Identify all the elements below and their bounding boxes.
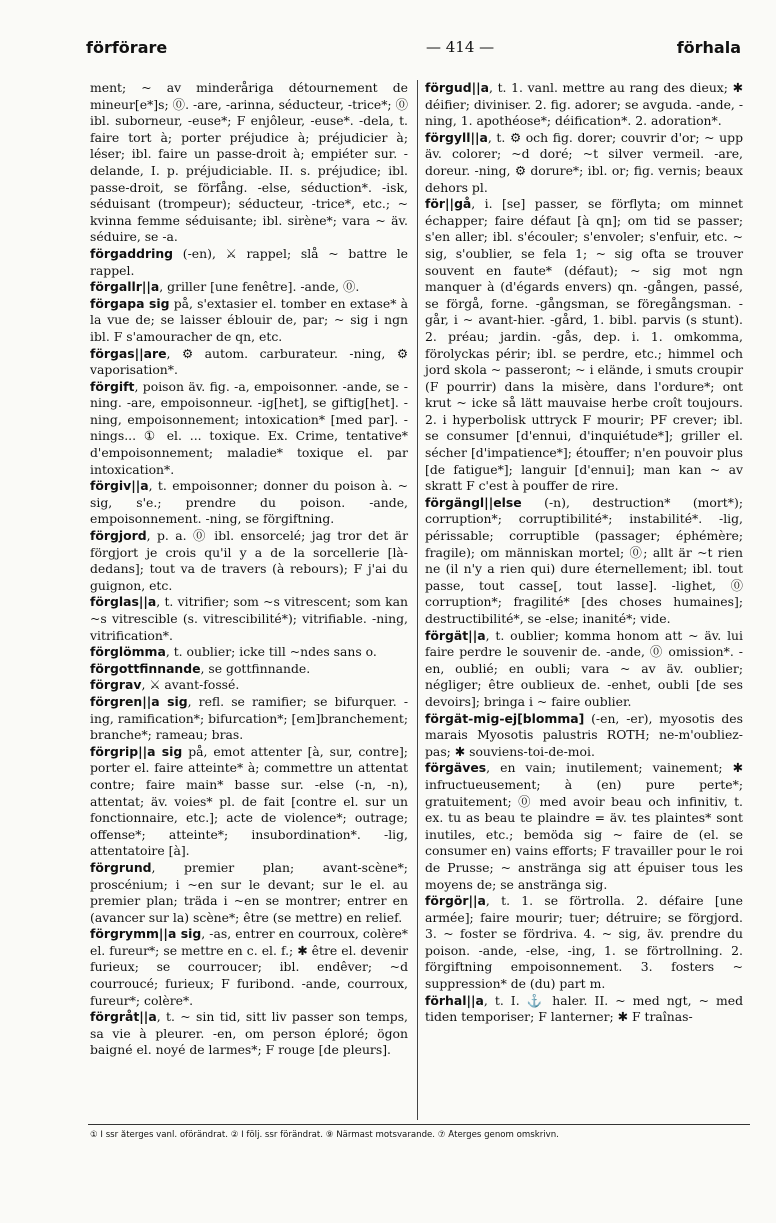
dictionary-entry: förgallr||a, griller [une fenêtre]. -ande, ⓪. — [90, 279, 360, 295]
headword: förgaddring — [90, 245, 174, 261]
footnote-legend: ① I ssr återges vanl. oförändrat. ② I följ. ssr förändrat. ⑨ Närmast motsvarande. ⑦ Återges genom omskrivn. — [90, 1130, 559, 1140]
dictionary-entry: förgas||are, ⚙ autom. carburateur. -ning, ⚙ vaporisation*. — [90, 345, 408, 378]
dictionary-entry: förgjord, p. a. ⓪ ibl. ensorcelé; jag tror det är förgjort je crois qu'il y a de la sorcellerie [là-dedans]; tout va de travers (à rebours); F j'ai du guignon, etc. — [90, 528, 408, 593]
headword: förgrip||a sig — [90, 743, 183, 759]
header-last-word: förhala — [676, 38, 741, 57]
column-divider — [417, 80, 418, 1120]
left-column — [90, 80, 408, 1059]
dictionary-entry: förgyll||a, t. ⚙ och fig. dorer; couvrir d'or; ~ upp äv. colorer; ~d doré; ~t silver vermeil. -are, doreur. -ning, ⚙ dorure*; ibl. or; fig. vernis; beaux dehors pl. — [425, 129, 743, 195]
headword: förglömma — [90, 644, 166, 660]
headword: förgift — [90, 378, 135, 394]
dictionary-entry: förgaddring (-en), ⚔ rappel; slå ~ battre le rappel. — [90, 245, 408, 278]
dictionary-entry: förgrymm||a sig, -as, entrer en courroux, colère* el. fureur*; se mettre en c. el. f.; ✱ être el. devenir furieux; se courroucer; ibl. endêver; ~d courroucé; furieux; F furibond. -ande, courroux, fureur*; colère*. — [90, 926, 408, 1008]
headword: förhal||a — [425, 992, 484, 1008]
dictionary-entry: förgrav, ⚔ avant-fossé. — [90, 677, 240, 693]
dictionary-entry: förgrund, premier plan; avant-scène*; proscénium; i ~en sur le devant; sur le el. au premier plan; träda i ~en se montrer; entrer en (avancer sur la) scène*; être (se mettre) en relief. — [90, 859, 408, 925]
dictionary-entry: förgrip||a sig på, emot attenter [à, sur, contre]; porter el. faire atteinte* à; commettre un attentat contre; faire main* basse sur. -else (-n, -n), attentat; äv. voies* pl. de fait [contre el. sur un fonctionnaire, etc.]; acte de violence*; outrage; offense*; atteinte*; insubordination*. -lig, attentatoire [à]. — [90, 743, 408, 859]
headword: förgrund — [90, 859, 152, 875]
headword: förgottfinnande — [90, 660, 201, 676]
headword: förgud||a — [425, 80, 489, 95]
headword: förgrav — [90, 677, 142, 693]
dictionary-entry: förgör||a, t. 1. se förtrolla. 2. défaire [une armée]; faire mourir; tuer; détruire; se förgjord. 3. ~ foster se fördriva. 4. ~ sig, äv. prendre du poison. -ande, -else, -ing, 1. se förtrollning. 2. förgiftning empoisonnement. 3. fosters ~ suppression* de (du) part m. — [425, 893, 743, 992]
headword: förgiv||a — [90, 478, 149, 494]
page-number: — 414 — — [426, 38, 495, 56]
dictionary-entry: förhal||a, t. I. ⚓ haler. II. ~ med ngt, ~ med tiden temporiser; F lanterner; ✱ F traînas- — [425, 992, 743, 1025]
headword: förgät-mig-ej[blomma] — [425, 710, 585, 726]
headword: förgren||a sig — [90, 693, 188, 709]
dictionary-entry: förgottfinnande, se gottfinnande. — [90, 660, 311, 676]
dictionary-entry: förgät-mig-ej[blomma] (-en, -er), myosotis des marais Myosotis palustris ROTH; ne-m'oubliez-pas; ✱ souviens-toi-de-moi. — [425, 710, 743, 759]
headword: förgråt||a — [90, 1009, 157, 1025]
dictionary-entry: ment; ~ av minderåriga détournement de mineur[e*]s; ⓪. -are, -arinna, séducteur, -trice*; ⓪ ibl. suborneur, -euse*; F enjôleur, -euse*. -dela, t. faire tort à; porter préjudice à; préjudicier à; léser; ibl. faire un passe-droit à; empiéter sur. -delande, I. p. préjudiciable. II. s. préjudice; ibl. passe-droit, se förfång. -else, séduction*. -isk, séduisant (trompeur); séducteur, -trice*, etc.; ~ kvinna femme séduisante; ibl. sirène*; vara ~ äv. séduire, se -a. — [90, 80, 408, 245]
dictionary-entry: förglömma, t. oublier; icke till ~ndes sans o. — [90, 644, 377, 660]
dictionary-entry: förgråt||a, t. ~ sin tid, sitt liv passer son temps, sa vie à pleurer. -en, om person éploré; ögon baigné el. noyé de larmes*; F rouge [de pleurs]. — [90, 1009, 408, 1058]
page-header — [86, 38, 741, 68]
headword: förgjord — [90, 528, 147, 544]
headword: förgät||a — [425, 627, 486, 643]
headword: förgapa sig — [90, 295, 170, 311]
dictionary-entry: förgift, poison äv. fig. -a, empoisonner. -ande, se -ning. -are, empoisonneur. -ig[het], se giftig[het]. -ning, empoisonnement; intoxication* [med par]. -nings... ① el. ... toxique. Ex. Crime, tentative* d'empoisonnement; maladie* toxique el. par intoxication*. — [90, 378, 408, 477]
dictionary-entry: förgud||a, t. 1. vanl. mettre au rang des dieux; ✱ déifier; diviniser. 2. fig. adorer; se avguda. -ande, -ning, 1. apothéose*; déification*. 2. adoration*. — [425, 80, 743, 129]
dictionary-entry: förgapa sig på, s'extasier el. tomber en extase* à la vue de; se laisser éblouir de, par; ~ sig i ngn ibl. F s'amouracher de qn, etc. — [90, 295, 408, 344]
headword: för||gå — [425, 196, 472, 212]
headword: förgäves — [425, 760, 487, 776]
dictionary-entry: förgät||a, t. oublier; komma honom att ~ äv. lui faire perdre le souvenir de. -ande, ⓪ omission*. -en, oublié; en oubli; vara ~ av äv. oublier; négliger; être oublieux de. -enhet, oubli [de ses devoirs]; bringa i ~ faire oublier. — [425, 627, 743, 709]
right-column — [425, 80, 743, 1026]
dictionary-entry: förgiv||a, t. empoisonner; donner du poison à. ~ sig, s'e.; prendre du poison. -ande, empoisonnement. -ning, se förgiftning. — [90, 478, 408, 527]
dictionary-entry: förgren||a sig, refl. se ramifier; se bifurquer. -ing, ramification*; bifurcation*; [em]branchement; branche*; rameau; bras. — [90, 693, 409, 743]
headword: förgör||a — [425, 893, 486, 909]
headword: förglas||a — [90, 594, 157, 610]
footnote-rule — [88, 1124, 750, 1125]
headword: förgrymm||a sig — [90, 926, 202, 942]
headword: förgallr||a — [90, 279, 160, 295]
headword: förgas||are — [90, 345, 167, 361]
headword: förgängl||else — [425, 494, 522, 510]
dictionary-entry: förglas||a, t. vitrifier; som ~s vitrescent; som kan ~s vitrescible (s. vitrescibilité*); vitrifiable. -ning, vitrification*. — [90, 594, 408, 643]
dictionary-entry: för||gå, i. [se] passer, se förflyta; om minnet échapper; faire défaut [à qn]; om tid se passer; s'en aller; ibl. s'écouler; s'envoler; s'enfuir, etc. ~ sig, s'oublier, se fela 1; ~ sig ofta se trouver souvent en faute* (défaut); ~ sig mot ngn manquer à (d'égards envers) qn. -gången, passé, se förgå, forne. -gångsman, se föregångsman. -går, i ~ avant-hier. -gård, 1. bibl. parvis (s stunt). 2. préau; jardin. -gås, dep. i. 1. omkomma, förolyckas périr; ibl. se perdre, etc.; himmel och jord skola ~ passeront; ~ i elände, i smuts croupir (F pourrir) dans la misère, dans l'ordure*; ont krut ~ icke så lätt mauvaise herbe croît toujours. 2. i hyperbolisk uttryck F mourir; PF crever; ibl. se consumer [d'ennui, d'inquiétude*]; griller el. sécher [d'impatience*]; étouffer; n'en pouvoir plus [de fatigue*]; languir [d'ennui]; man kan ~ av skratt F c'est à pouffer de rire. — [425, 196, 743, 494]
header-first-word: förförare — [86, 38, 168, 57]
headword: förgyll||a — [425, 129, 488, 145]
dictionary-entry: förgängl||else (-n), destruction* (mort*); corruption*; corruptibilité*; instabilité*. -lig, périssable; corruptible (passager; éphémère; fragile); om människan mortel; ⓪; allt är ~t rien ne (il n'y a rien qui) dure éternellement; ibl. tout passe, tout casse[, tout lasse]. -lighet, ⓪ corruption*; fragilité* [des choses humaines]; destructibilité*, se -else; inanité*; vide. — [425, 494, 743, 626]
dictionary-entry: förgäves, en vain; inutilement; vainement; ✱ infructueusement; à (en) pure perte*; gratuitement; ⓪ med avoir beau och infinitiv, t. ex. tu as beau te plaindre = äv. tes plaintes* sont inutiles, etc.; bemöda sig ~ faire de (el. se consumer en) vains efforts; F travailler pour le roi de Prusse; ~ anstränga sig att épuiser tous les moyens de; se anstränga sig. — [425, 760, 743, 892]
